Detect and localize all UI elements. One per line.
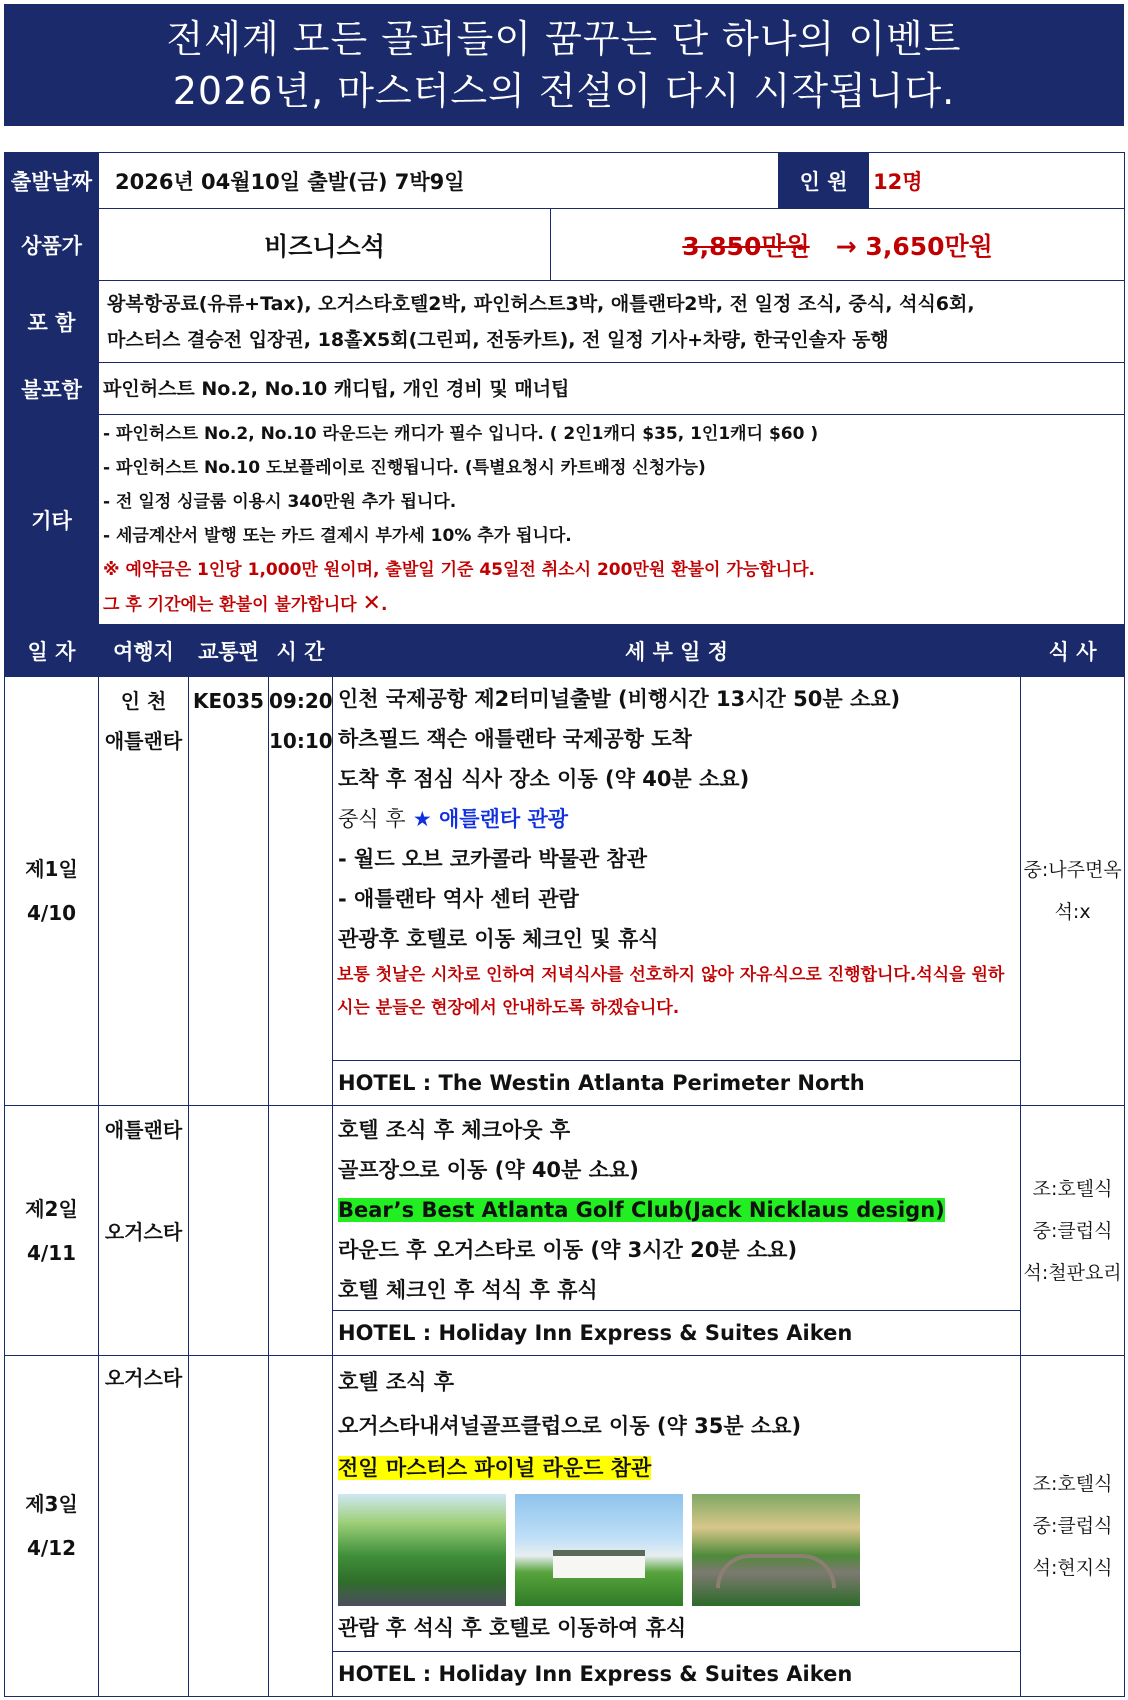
price-cell xyxy=(551,209,1125,281)
day3-row xyxy=(5,1356,1125,1652)
day2-line-4: 라운드 후 오거스타로 이동 (약 3시간 20분 소요) xyxy=(338,1238,798,1262)
include-row xyxy=(5,281,1125,363)
day1-row xyxy=(5,677,1125,1061)
etc-line-2: - 파인허스트 No.10 도보플레이로 진행됩니다. (특별요청시 카트배정 신청가능) xyxy=(103,458,706,478)
etc-row xyxy=(5,415,1125,625)
day3-line-1: 호텔 조식 후 xyxy=(338,1370,455,1394)
augusta-photo-3 xyxy=(692,1494,860,1606)
departure-row xyxy=(5,153,1125,209)
x-icon: ✕ xyxy=(362,591,381,616)
day1-meal-2: 석:x xyxy=(1054,901,1091,923)
day2-line-5: 호텔 체크인 후 석식 후 휴식 xyxy=(338,1278,598,1302)
day1-time-2: 10:10 xyxy=(269,729,333,753)
day1-line-6: - 애틀랜타 역사 센터 관람 xyxy=(338,887,579,911)
day2-meal-1: 조:호텔식 xyxy=(1032,1177,1113,1200)
etc-line-1: - 파인허스트 No.2, No.10 라운드는 캐디가 필수 입니다. ( 2인1캐디 $35, 1인1캐디 $60 ) xyxy=(103,424,819,444)
day2-place-cell xyxy=(99,1106,189,1356)
header-meal: 식 사 xyxy=(1021,625,1125,677)
day1-time-cell xyxy=(269,677,333,1106)
header-time: 시 간 xyxy=(269,625,333,677)
day1-time-1: 09:20 xyxy=(269,689,333,713)
price-label: 상품가 xyxy=(5,209,99,281)
day3-meal-2: 중:클럽식 xyxy=(1032,1515,1113,1537)
day2-place-2: 오거스타 xyxy=(104,1220,183,1244)
departure-value: 2026년 04월10일 출발(금) 7박9일 xyxy=(99,153,779,209)
day1-line-5: - 월드 오브 코카콜라 박물관 참관 xyxy=(338,847,647,871)
photo-strip xyxy=(333,1488,1020,1608)
departure-label: 출발날짜 xyxy=(5,153,99,209)
day2-highlight: Bear’s Best Atlanta Golf Club(Jack Nicklaus design) xyxy=(338,1198,945,1222)
day2-place-1: 애틀랜타 xyxy=(104,1118,183,1142)
etc-red-line-2-text: 그 후 기간에는 환불이 불가합니다 xyxy=(103,595,357,615)
exclude-value: 파인허스트 No.2, No.10 캐디팁, 개인 경비 및 매너팁 xyxy=(99,363,1125,415)
day3-line-4: 관람 후 석식 후 호텔로 이동하여 휴식 xyxy=(338,1616,687,1640)
old-price: 3,850만원 xyxy=(682,231,810,261)
day3-detail xyxy=(333,1356,1021,1652)
new-price: → 3,650만원 xyxy=(835,231,993,261)
day1-tour-name: 애틀랜타 관광 xyxy=(439,807,569,831)
day2-hotel: HOTEL : Holiday Inn Express & Suites Aiken xyxy=(333,1311,1021,1356)
include-label: 포 함 xyxy=(5,281,99,363)
tour-table xyxy=(4,152,1125,1697)
banner-line-1: 전세계 모든 골퍼들이 꿈꾸는 단 하나의 이벤트 xyxy=(166,17,962,61)
day2-date: 4/11 xyxy=(26,1240,77,1265)
day3-highlight: 전일 마스터스 파이널 라운드 참관 xyxy=(338,1456,652,1480)
day3-date: 4/12 xyxy=(26,1536,77,1560)
day3-transport xyxy=(189,1356,269,1697)
day1-place-1: 인 천 xyxy=(120,689,167,713)
day1-date: 4/10 xyxy=(26,901,77,925)
price-row xyxy=(5,209,1125,281)
day3-hotel: HOTEL : Holiday Inn Express & Suites Aiken xyxy=(333,1652,1021,1697)
day2-meal-3: 석:철판요리 xyxy=(1023,1261,1122,1284)
day3-meal-1: 조:호텔식 xyxy=(1032,1473,1113,1495)
day3-day: 제3일 xyxy=(25,1492,78,1516)
day1-tour-prefix: 중식 후 xyxy=(338,807,406,831)
day3-meal-3: 석:현지식 xyxy=(1032,1557,1113,1579)
day3-place-1: 오거스타 xyxy=(99,1356,189,1697)
day1-note: 보통 첫날은 시차로 인하여 저녁식사를 선호하지 않아 자유식으로 진행합니다.석식을 원하시는 분들은 현장에서 안내하도록 하겠습니다. xyxy=(337,965,1005,1018)
day2-line-1: 호텔 조식 후 체크아웃 후 xyxy=(338,1118,571,1142)
include-value xyxy=(99,281,1125,363)
day2-day: 제2일 xyxy=(25,1196,78,1221)
day1-line-7: 관광후 호텔로 이동 체크인 및 휴식 xyxy=(338,927,659,951)
include-line-1: 왕복항공료(유류+Tax), 오거스타호텔2박, 파인허스트3박, 애틀랜타2박, 전 일정 조식, 중식, 석식6회, xyxy=(107,292,975,315)
header-day: 일 자 xyxy=(5,625,99,677)
header-place: 여행지 xyxy=(99,625,189,677)
day3-day-cell xyxy=(5,1356,99,1697)
day2-day-cell xyxy=(5,1106,99,1356)
day1-meal xyxy=(1021,677,1125,1106)
etc-line-4: - 세금계산서 발행 또는 카드 결제시 부가세 10% 추가 됩니다. xyxy=(103,526,572,546)
day3-line-2: 오거스타내셔널골프클럽으로 이동 (약 35분 소요) xyxy=(338,1414,802,1438)
day2-line-2: 골프장으로 이동 (약 40분 소요) xyxy=(338,1158,639,1182)
day2-meal xyxy=(1021,1106,1125,1356)
day1-line-1: 인천 국제공항 제2터미널출발 (비행시간 13시간 50분 소요) xyxy=(338,687,901,711)
day1-hotel: HOTEL : The Westin Atlanta Perimeter North xyxy=(333,1061,1021,1106)
day2-transport xyxy=(189,1106,269,1356)
day1-transport: KE035 xyxy=(189,677,269,1106)
title-banner xyxy=(4,4,1124,126)
exclude-label: 불포함 xyxy=(5,363,99,415)
etc-red-line-2 xyxy=(99,587,1124,622)
etc-red-line-1: ※ 예약금은 1인당 1,000만 원이며, 출발일 기준 45일전 취소시 200만원 환불이 가능합니다. xyxy=(103,560,815,580)
day2-meal-2: 중:클럽식 xyxy=(1032,1219,1113,1242)
day1-detail xyxy=(333,677,1021,1061)
etc-line-3: - 전 일정 싱글룸 이용시 340만원 추가 됩니다. xyxy=(103,492,457,512)
day1-line-2: 하츠필드 잭슨 애틀랜타 국제공항 도착 xyxy=(338,727,692,751)
day1-day: 제1일 xyxy=(25,857,78,881)
people-label: 인 원 xyxy=(779,153,869,209)
schedule-header-row xyxy=(5,625,1125,677)
etc-value xyxy=(99,415,1125,625)
day1-meal-1: 중:나주면옥 xyxy=(1023,859,1122,881)
augusta-photo-1 xyxy=(338,1494,506,1606)
etc-red-line-2-tail: . xyxy=(380,595,388,615)
day3-time xyxy=(269,1356,333,1697)
day1-tour-line xyxy=(333,799,1020,839)
star-icon: ★ xyxy=(412,807,432,831)
day2-row xyxy=(5,1106,1125,1311)
etc-label: 기타 xyxy=(5,415,99,625)
day1-place-2: 애틀랜타 xyxy=(104,729,183,753)
day1-line-3: 도착 후 점심 식사 장소 이동 (약 40분 소요) xyxy=(338,767,750,791)
include-line-2: 마스터스 결승전 입장권, 18홀X5회(그린피, 전동카트), 전 일정 기사+차량, 한국인솔자 동행 xyxy=(107,328,889,351)
banner-line-2: 2026년, 마스터스의 전설이 다시 시작됩니다. xyxy=(172,69,956,113)
day3-meal xyxy=(1021,1356,1125,1697)
header-transport: 교통편 xyxy=(189,625,269,677)
day1-day-cell xyxy=(5,677,99,1106)
augusta-photo-2 xyxy=(515,1494,683,1606)
seat-class: 비즈니스석 xyxy=(99,209,551,281)
day2-time xyxy=(269,1106,333,1356)
day2-detail xyxy=(333,1106,1021,1311)
header-detail: 세 부 일 정 xyxy=(333,625,1021,677)
day1-place-cell xyxy=(99,677,189,1106)
exclude-row xyxy=(5,363,1125,415)
people-value: 12명 xyxy=(869,153,1125,209)
